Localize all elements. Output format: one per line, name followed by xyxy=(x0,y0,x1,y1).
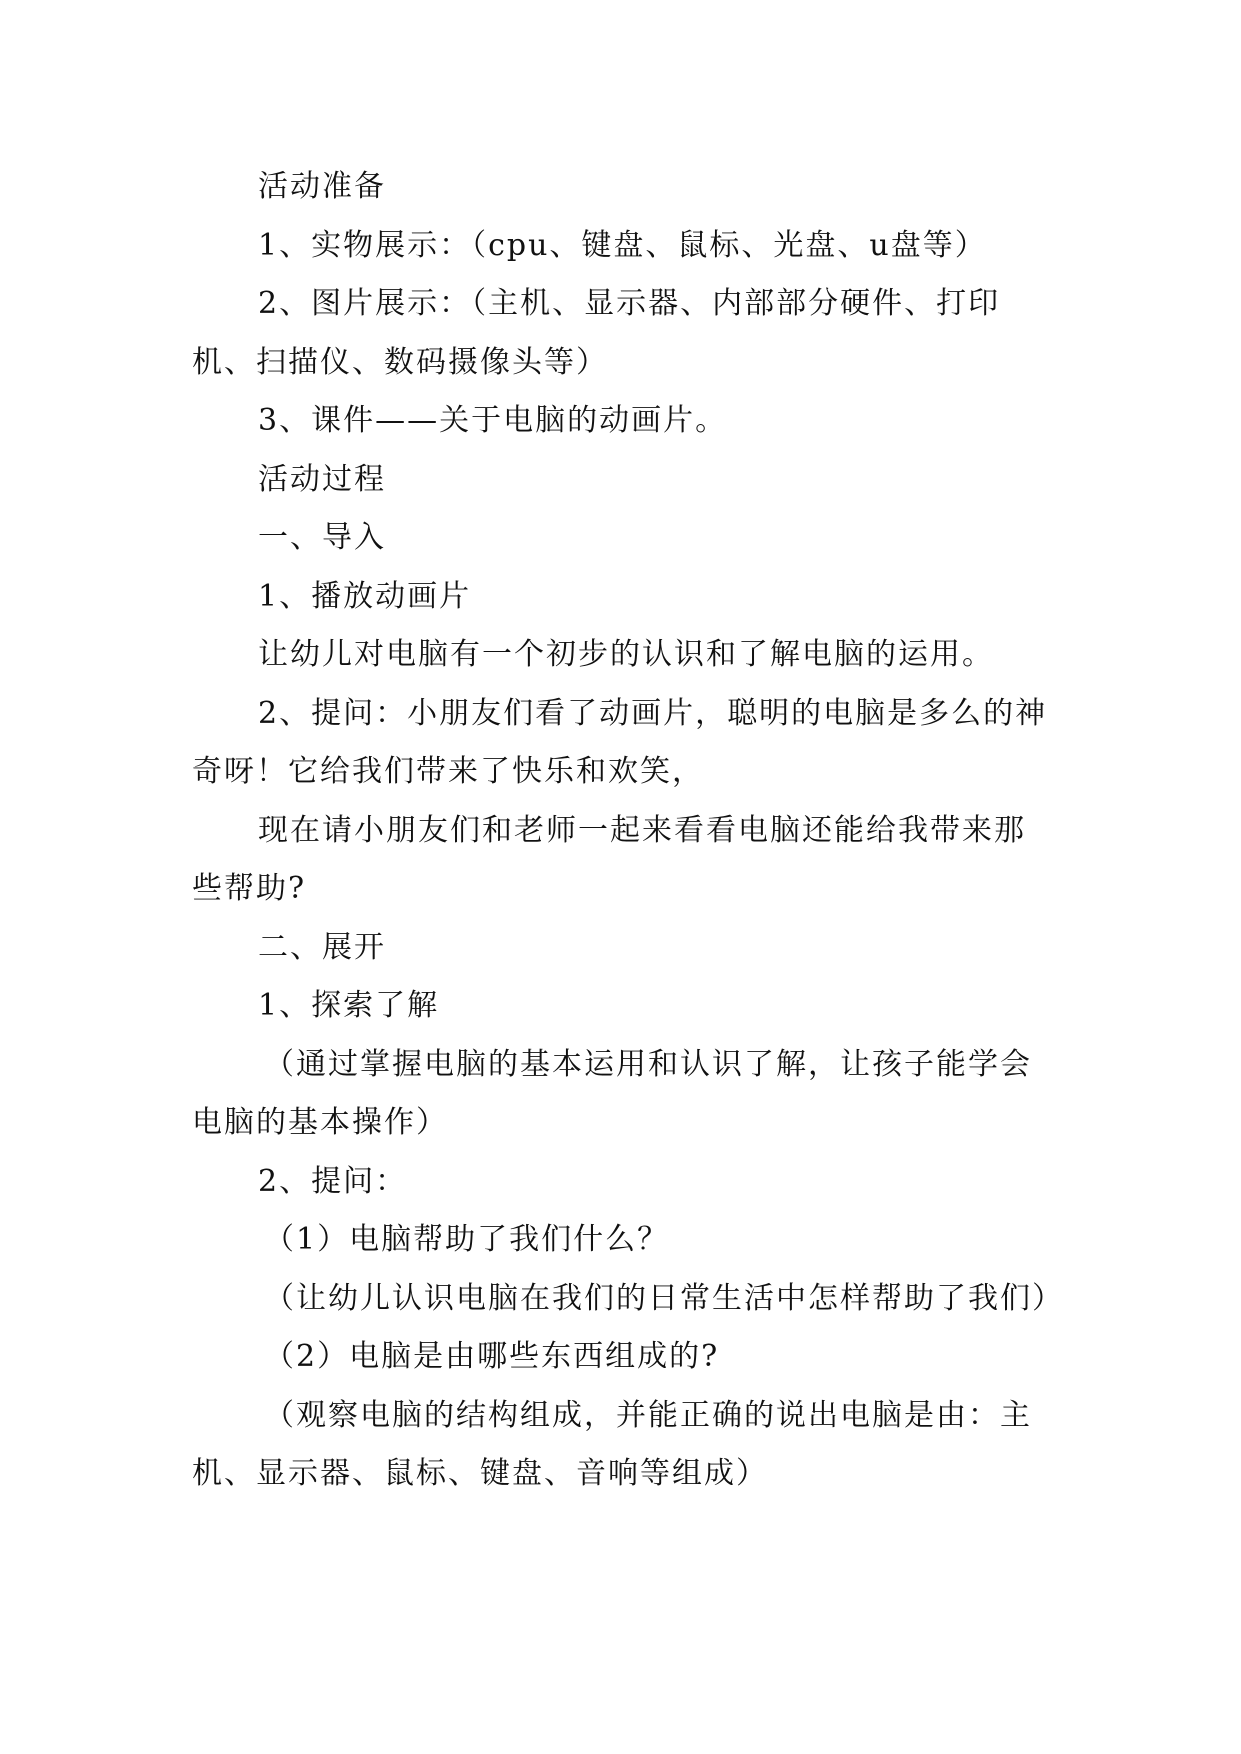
paragraph-initial-understanding: 让幼儿对电脑有一个初步的认识和了解电脑的运用。 xyxy=(258,637,994,672)
subheading-introduction: 一、导入 xyxy=(258,520,386,555)
paragraph-question-2: （2）电脑是由哪些东西组成的? xyxy=(264,1339,720,1374)
section-heading-process: 活动过程 xyxy=(258,461,386,497)
paragraph-question-animation: 2、提问：小朋友们看了动画片，聪明的电脑是多么的神奇呀！它给我们带来了快乐和欢笑， xyxy=(192,695,1048,789)
paragraph-what-help: 现在请小朋友们和老师一起来看看电脑还能给我带来那些帮助? xyxy=(192,812,1026,906)
paragraph-question-2-note: （观察电脑的结构组成，并能正确的说出电脑是由：主机、显示器、鼠标、键盘、音响等组成） xyxy=(192,1397,1032,1491)
paragraph-play-animation: 1、播放动画片 xyxy=(258,578,472,614)
paragraph-question-1: （1）电脑帮助了我们什么？ xyxy=(264,1222,670,1257)
section-heading-preparation: 活动准备 xyxy=(258,169,386,204)
paragraph-courseware: 3、课件——关于电脑的动画片。 xyxy=(258,403,728,438)
subheading-expand: 二、展开 xyxy=(258,929,386,965)
paragraph-explore: 1、探索了解 xyxy=(258,988,440,1023)
paragraph-question-1-note: （让幼儿认识电脑在我们的日常生活中怎样帮助了我们） xyxy=(264,1280,1064,1316)
paragraph-picture-display: 2、图片展示：（主机、显示器、内部部分硬件、打印机、扫描仪、数码摄像头等） xyxy=(192,286,1001,380)
paragraph-question-heading: 2、提问： xyxy=(258,1163,408,1199)
paragraph-physical-display: 1、实物展示：（cpu、键盘、鼠标、光盘、u盘等） xyxy=(258,227,987,263)
document-body xyxy=(192,158,1064,1504)
paragraph-explore-note: （通过掌握电脑的基本运用和认识了解，让孩子能学会电脑的基本操作） xyxy=(192,1046,1032,1140)
